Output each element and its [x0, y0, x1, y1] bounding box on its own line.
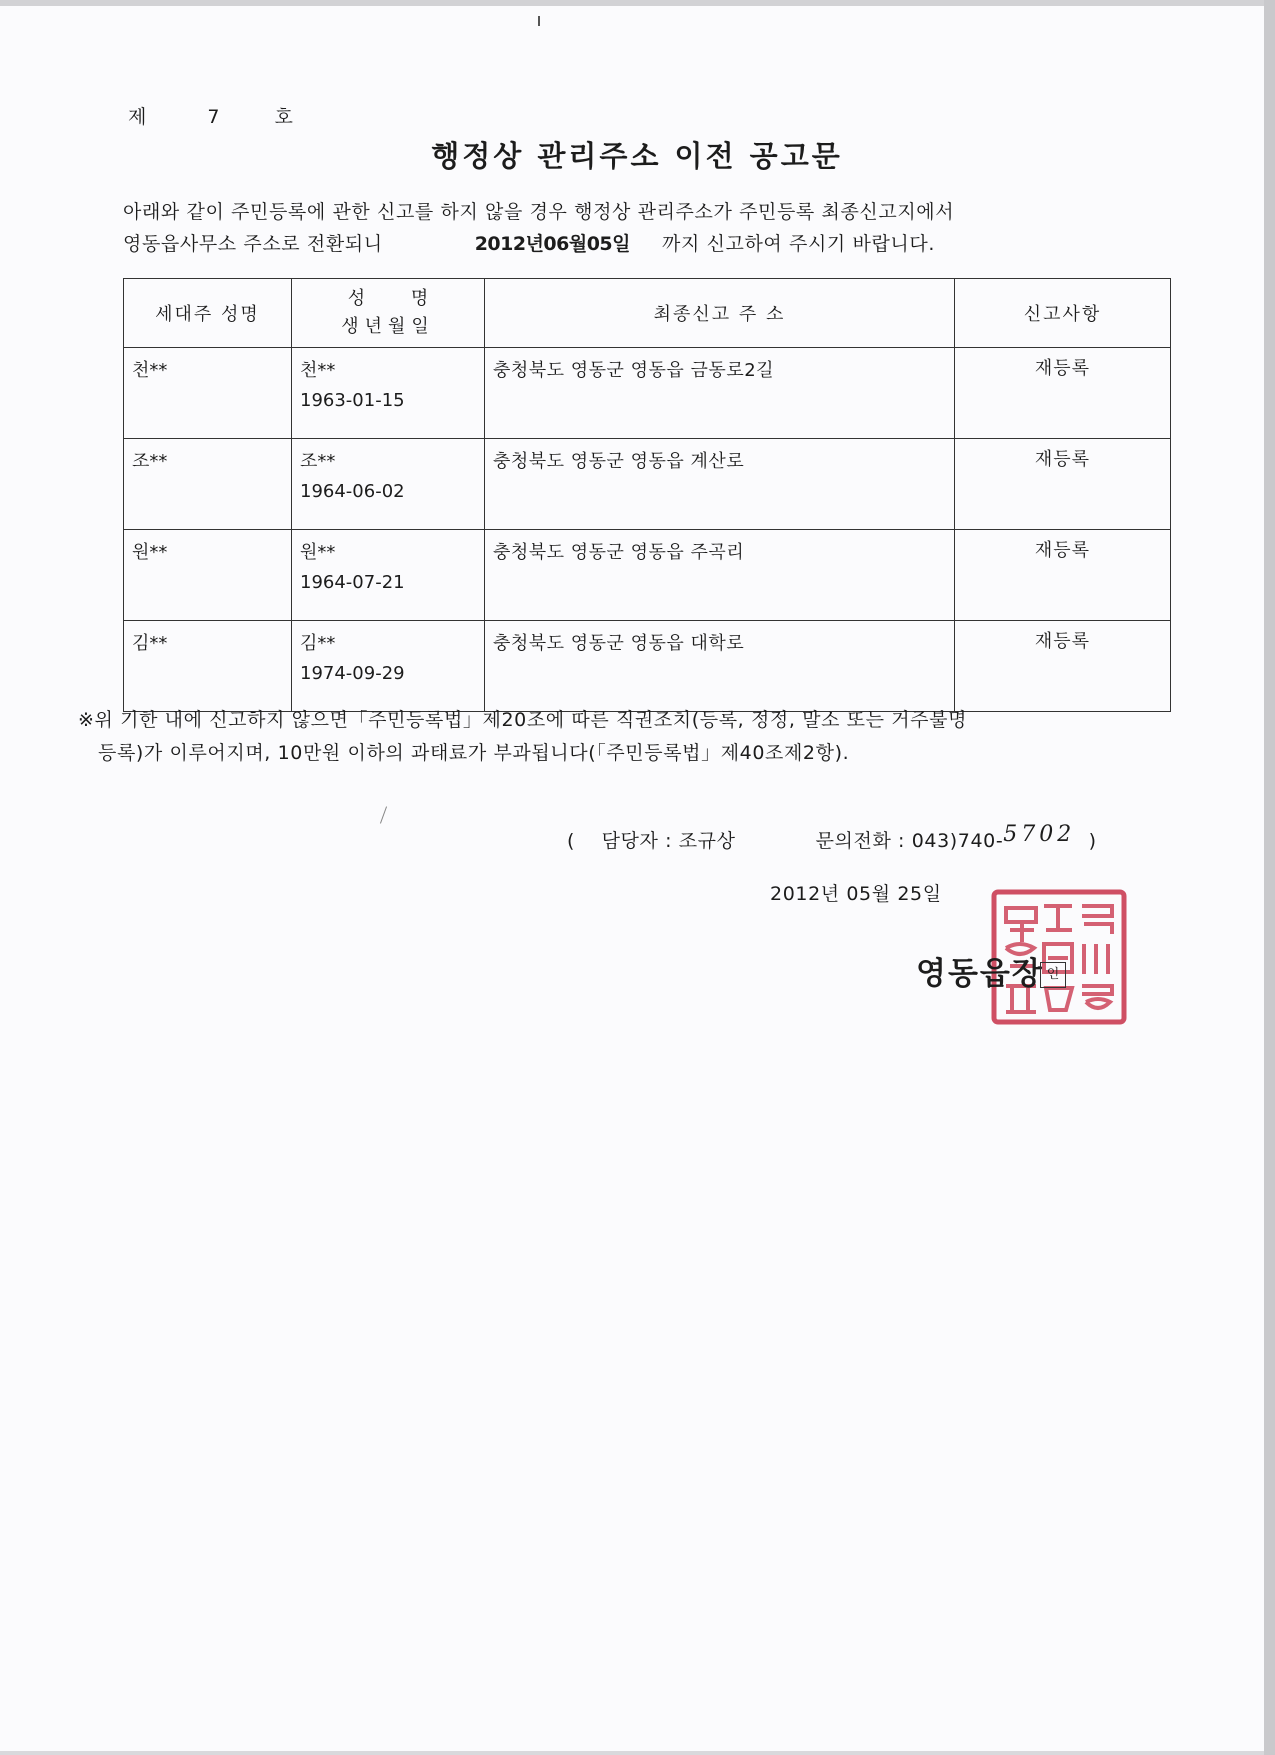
header-address: 최종신고 주 소: [485, 279, 955, 348]
officer-name: 담당자 : 조규상: [601, 830, 736, 852]
doc-number-value: 7: [207, 106, 221, 128]
name-value: 천**: [300, 360, 336, 381]
contact-open-paren: (: [567, 830, 576, 852]
status-cell: 재등록: [955, 348, 1171, 439]
intro-paragraph: [123, 196, 1123, 260]
contact-info: [567, 822, 1097, 853]
header-report-item: 신고사항: [955, 279, 1171, 348]
status-cell: 재등록: [955, 530, 1171, 621]
birth-value: 1964-06-02: [300, 481, 405, 502]
scan-speck: [538, 16, 540, 26]
header-birth: 생년월일: [341, 316, 435, 337]
address-cell: 충청북도 영동군 영동읍 대학로: [485, 621, 955, 712]
document-number: [128, 102, 294, 129]
signer-title: 영동읍장: [916, 956, 1044, 992]
document-page: [0, 6, 1264, 1751]
seal-mark: 인: [1040, 962, 1066, 988]
table-row: [124, 621, 1171, 712]
householder-cell: 원**: [124, 530, 292, 621]
doc-number-suffix: 호: [274, 106, 294, 128]
intro-line-2-suffix: 까지 신고하여 주시기 바랍니다.: [662, 233, 935, 255]
table-header-row: [124, 279, 1171, 348]
householder-cell: 천**: [124, 348, 292, 439]
header-householder: 세대주 성명: [124, 279, 292, 348]
householder-cell: 김**: [124, 621, 292, 712]
table-row: [124, 530, 1171, 621]
name-birth-cell: [292, 439, 485, 530]
name-birth-cell: [292, 348, 485, 439]
contact-close-paren: ): [1088, 830, 1097, 852]
householder-cell: 조**: [124, 439, 292, 530]
name-birth-cell: [292, 621, 485, 712]
page-title: 행정상 관리주소 이전 공고문: [431, 139, 843, 173]
name-value: 조**: [300, 451, 336, 472]
birth-value: 1974-09-29: [300, 663, 405, 684]
address-cell: 충청북도 영동군 영동읍 계산로: [485, 439, 955, 530]
header-name: 성 명: [347, 288, 429, 309]
penalty-notice-line-1: ※위 기한 내에 신고하지 않으면「주민등록법」제20조에 따른 직권조치(등록, 정정, 말소 또는 거주불명: [78, 709, 968, 731]
scan-right-edge: [1264, 0, 1275, 1755]
address-transfer-table: [123, 278, 1171, 712]
name-value: 원**: [300, 542, 336, 563]
address-cell: 충청북도 영동군 영동읍 주곡리: [485, 530, 955, 621]
doc-number-prefix: 제: [128, 106, 148, 128]
status-cell: 재등록: [955, 439, 1171, 530]
name-birth-cell: [292, 530, 485, 621]
deadline-date: 2012년06월05일: [474, 233, 631, 255]
phone-handwritten-extension: 5702: [1003, 822, 1076, 847]
header-name-birth: [292, 279, 485, 348]
table-row: [124, 348, 1171, 439]
penalty-notice: [78, 704, 1198, 770]
address-cell: 충청북도 영동군 영동읍 금동로2길: [485, 348, 955, 439]
phone-label: 문의전화 : 043)740-: [815, 830, 1004, 852]
intro-line-1: 아래와 같이 주민등록에 관한 신고를 하지 않을 경우 행정상 관리주소가 주민등록 최종신고지에서: [123, 201, 955, 223]
birth-value: 1963-01-15: [300, 390, 405, 411]
issue-date: 2012년 05월 25일: [770, 883, 942, 905]
name-value: 김**: [300, 633, 336, 654]
birth-value: 1964-07-21: [300, 572, 405, 593]
intro-line-2: [123, 228, 1123, 260]
intro-line-2-prefix: 영동읍사무소 주소로 전환되니: [123, 233, 383, 255]
scan-speck: [380, 806, 387, 823]
table-row: [124, 439, 1171, 530]
status-cell: 재등록: [955, 621, 1171, 712]
penalty-notice-line-2: 등록)가 이루어지며, 10만원 이하의 과태료가 부과됩니다(「주민등록법」제40조제2항).: [98, 742, 850, 764]
